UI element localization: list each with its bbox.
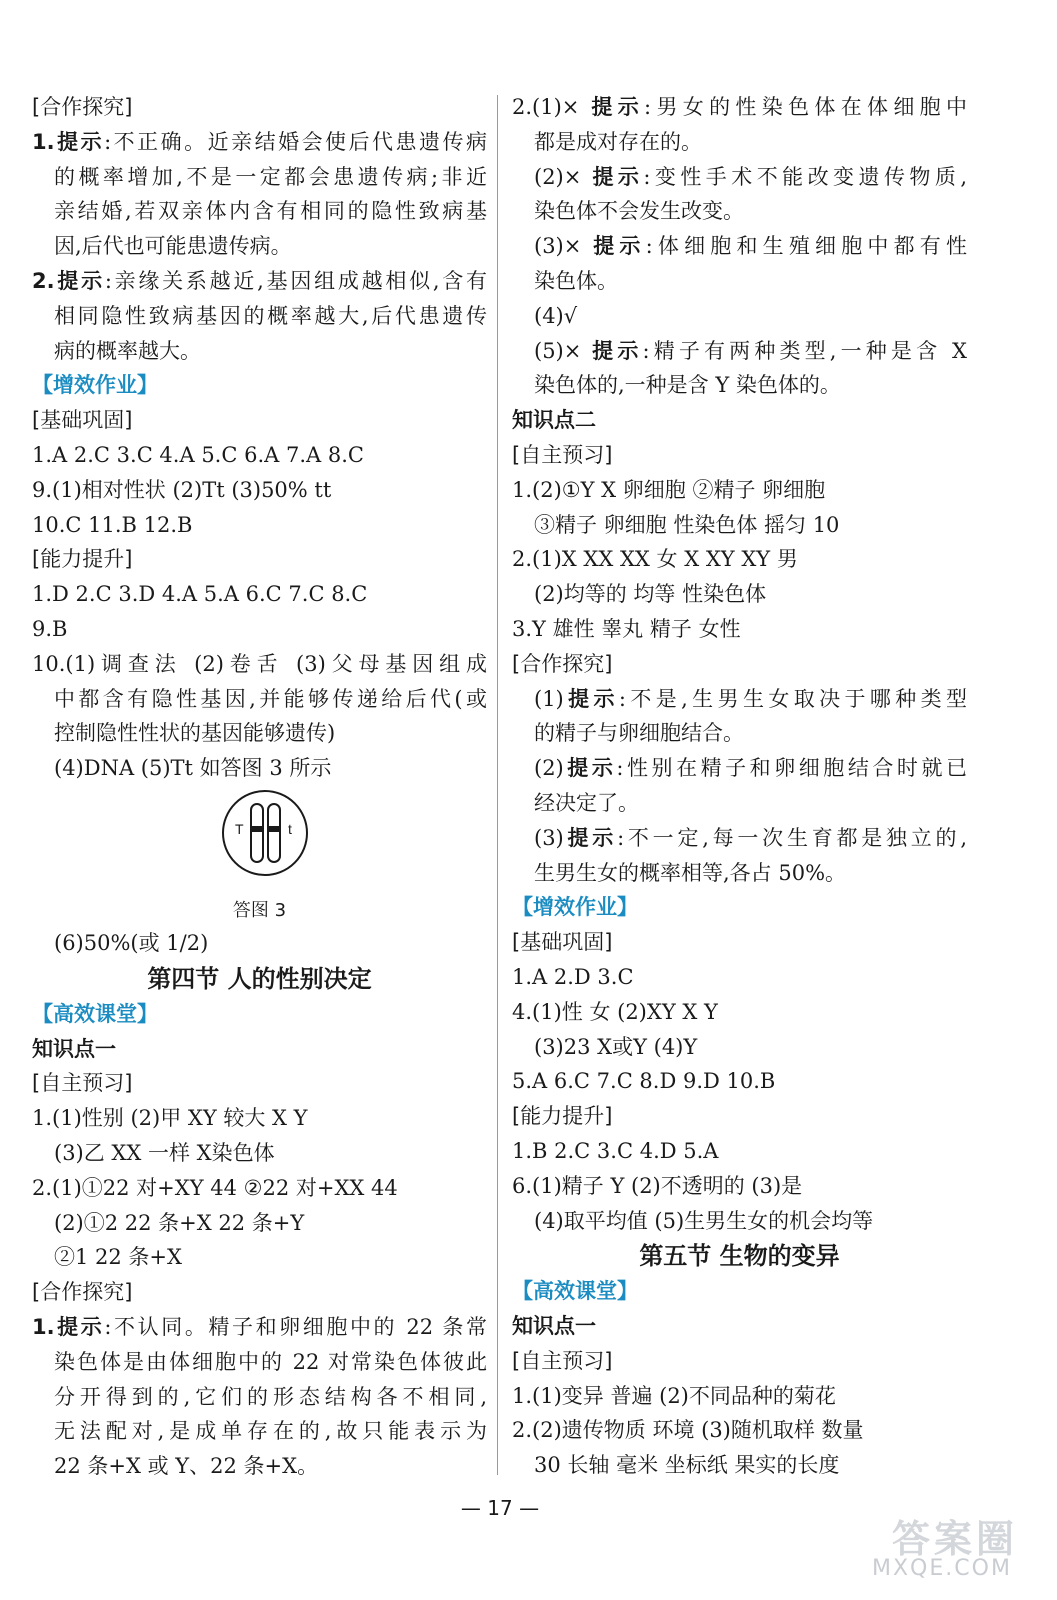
answer-line: (4)√: [534, 303, 578, 328]
answer-line: 2.(2)遗传物质 环境 (3)随机取样 数量: [512, 1418, 864, 1443]
page-number: — 17 —: [460, 1496, 540, 1520]
chromosome-icon: [220, 788, 310, 878]
answer-line: 无法配对,是成单存在的,故只能表示为: [54, 1419, 487, 1444]
knowledge-point: 知识点一: [32, 1036, 116, 1061]
answer-line: (2)提示:性别在精子和卵细胞结合时就已: [534, 756, 968, 781]
answer-line: (1)提示:不是,生男生女取决于哪种类型: [534, 686, 968, 711]
answer-line: 染色体不会发生改变。: [534, 199, 744, 224]
answer-line: 的概率增加,不是一定都会患遗传病;非近: [54, 164, 487, 189]
heading-ability: [能力提升]: [512, 1104, 613, 1129]
left-column: [32, 90, 487, 1484]
answer-line: 都是成对存在的。: [534, 129, 702, 154]
figure-caption: 答图 3: [232, 899, 287, 921]
answer-line: 分开得到的,它们的形态结构各不相同,: [54, 1384, 487, 1409]
answer-line: 1.(1)变异 普遍 (2)不同品种的菊花: [512, 1383, 836, 1408]
heading-cooperative-inquiry: [合作探究]: [512, 651, 613, 676]
gene-label-t: t: [288, 820, 292, 837]
right-column: [512, 90, 967, 1483]
answer-line: 1.提示:不正确。近亲结婚会使后代患遗传病: [32, 129, 488, 154]
heading-cooperative-inquiry: [合作探究]: [32, 1280, 133, 1305]
heading-preview: [自主预习]: [512, 442, 613, 467]
heading-ability: [能力提升]: [32, 547, 133, 572]
answer-line: 6.(1)精子 Y (2)不透明的 (3)是: [512, 1173, 803, 1198]
answer-line: (2)①2 22 条+X 22 条+Y: [54, 1210, 305, 1235]
answer-line: 10.(1)调查法 (2)卷舌 (3)父母基因组成: [32, 651, 487, 676]
answer-line: 染色体的,一种是含 Y 染色体的。: [534, 373, 841, 398]
answer-line: 染色体。: [534, 268, 618, 293]
tag-efficient-class: 【高效课堂】: [512, 1279, 638, 1304]
answer-line: 30 长轴 毫米 坐标纸 果实的长度: [534, 1453, 840, 1478]
answer-line: 2.(1)X XX XX 女 X XY XY 男: [512, 547, 798, 572]
heading-basic: [基础巩固]: [512, 930, 613, 955]
tag-efficient-class: 【高效课堂】: [32, 1001, 158, 1026]
answer-line: (3)23 X或Y (4)Y: [534, 1034, 698, 1059]
answer-line: 相同隐性致病基因的概率越大,后代患遗传: [54, 303, 487, 328]
knowledge-point: 知识点二: [512, 408, 596, 433]
answer-line: 1.D 2.C 3.D 4.A 5.A 6.C 7.C 8.C: [32, 582, 368, 607]
answer-line: 病的概率越大。: [54, 338, 201, 363]
answer-line: 10.C 11.B 12.B: [32, 512, 193, 537]
answer-line: 1.B 2.C 3.C 4.D 5.A: [512, 1138, 719, 1163]
answer-line: (5)× 提示:精子有两种类型,一种是含 X: [534, 338, 967, 363]
answer-line: (2)× 提示:变性手术不能改变遗传物质,: [534, 164, 967, 189]
heading-basic: [基础巩固]: [32, 408, 133, 433]
section-title: 第五节 生物的变异: [639, 1242, 840, 1271]
answer-line: (3)× 提示:体细胞和生殖细胞中都有性: [534, 234, 967, 259]
answer-line: 染色体是由体细胞中的 22 对常染色体彼此: [54, 1349, 487, 1374]
answer-line: 2.提示:亲缘关系越近,基因组成越相似,含有: [32, 268, 487, 293]
answer-line: 9.(1)相对性状 (2)Tt (3)50% tt: [32, 477, 332, 502]
answer-line: 经决定了。: [534, 790, 639, 815]
answer-line: 的精子与卵细胞结合。: [534, 721, 744, 746]
watermark: [872, 1508, 1042, 1588]
answer-line: 1.(1)性别 (2)甲 XY 较大 X Y: [32, 1106, 308, 1131]
answer-line: ③精子 卵细胞 性染色体 摇匀 10: [534, 512, 840, 537]
figure-chromosome-diagram: [32, 786, 487, 896]
watermark-logo-icon: 答案圈: [892, 1517, 1019, 1561]
answer-line: 2.(1)①22 对+XY 44 ②22 对+XX 44: [32, 1175, 398, 1200]
section-title: 第四节 人的性别决定: [147, 964, 372, 993]
gene-label-T: T: [235, 820, 244, 837]
knowledge-point: 知识点一: [512, 1314, 596, 1339]
heading-preview: [自主预习]: [512, 1348, 613, 1373]
answer-line: (2)均等的 均等 性染色体: [534, 582, 767, 607]
answer-line: (4)DNA (5)Tt 如答图 3 所示: [54, 756, 332, 781]
answer-line: (6)50%(或 1/2): [54, 930, 209, 955]
answer-line: 3.Y 雄性 睾丸 精子 女性: [512, 616, 741, 641]
answer-line: (3)乙 XX 一样 X染色体: [54, 1140, 275, 1165]
heading-preview: [自主预习]: [32, 1071, 133, 1096]
answer-line: 亲结婚,若双亲体内含有相同的隐性致病基: [54, 199, 487, 224]
answer-line: 22 条+X 或 Y、22 条+X。: [54, 1454, 319, 1479]
heading-cooperative-inquiry: [合作探究]: [32, 95, 133, 119]
answer-line: 因,后代也可能患遗传病。: [54, 234, 292, 259]
answer-line: (4)取平均值 (5)生男生女的机会均等: [534, 1208, 874, 1233]
answer-line: (3)提示:不一定,每一次生育都是独立的,: [534, 825, 967, 850]
answer-line: 中都含有隐性基因,并能够传递给后代(或: [54, 686, 487, 711]
column-divider: [497, 95, 498, 1475]
answer-line: 5.A 6.C 7.C 8.D 9.D 10.B: [512, 1069, 776, 1094]
answer-line: 1.A 2.D 3.C: [512, 964, 634, 989]
answer-line: 4.(1)性 女 (2)XY X Y: [512, 999, 718, 1024]
watermark-site: MXQE.COM: [872, 1556, 1012, 1581]
answer-line: 1.提示:不认同。精子和卵细胞中的 22 条常: [32, 1314, 487, 1339]
answer-line: 生男生女的概率相等,各占 50%。: [534, 860, 847, 885]
answer-line: 2.(1)× 提示:男女的性染色体在体细胞中: [512, 95, 968, 119]
answer-line: 9.B: [32, 616, 68, 641]
tag-homework: 【增效作业】: [32, 373, 158, 398]
answer-line: ②1 22 条+X: [54, 1245, 182, 1270]
tag-homework: 【增效作业】: [512, 895, 638, 920]
answer-line: 控制隐性性状的基因能够遗传): [54, 721, 336, 746]
answer-line: 1.(2)①Y X 卵细胞 ②精子 卵细胞: [512, 477, 826, 502]
answer-line: 1.A 2.C 3.C 4.A 5.C 6.A 7.A 8.C: [32, 442, 364, 467]
